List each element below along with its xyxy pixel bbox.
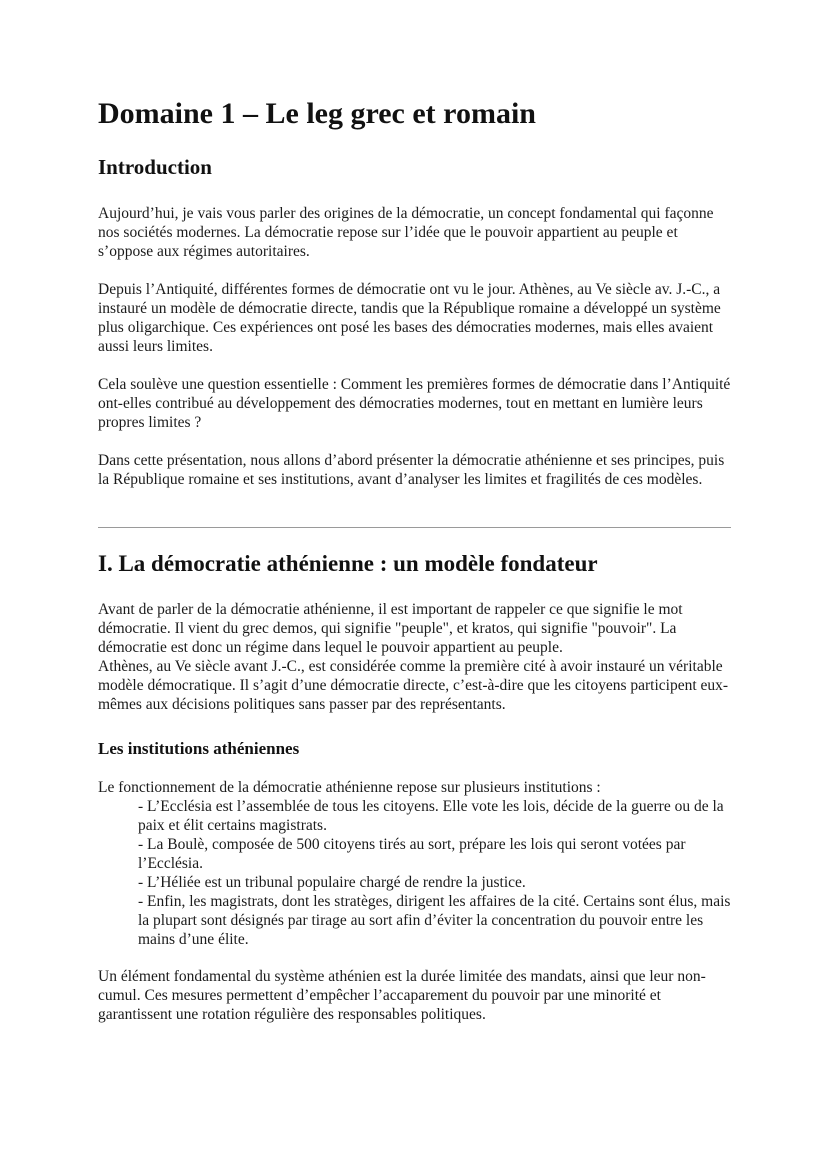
list-item-magistrats: - Enfin, les magistrats, dont les stratèges, dirigent les affaires de la cité. Certains sont élus, mais la plupart sont désignés par tirage au sort afin d’éviter la concentration du pouvoir entre les mains d’une élite.	[138, 893, 731, 948]
list-item-heliee: - L’Héliée est un tribunal populaire chargé de rendre la justice.	[138, 874, 526, 891]
intro-paragraph-3: Cela soulève une question essentielle : Comment les premières formes de démocratie dans l’Antiquité ont-elles contribué au développement des démocraties modernes, tout en mettant en lumière leurs propres limites ?	[98, 376, 731, 431]
list-item-ecclesia: - L’Ecclésia est l’assemblée de tous les citoyens. Elle vote les lois, décide de la guerre ou de la paix et élit certains magistrats.	[138, 798, 724, 834]
intro-heading: Introduction	[98, 155, 212, 179]
part1-heading: I. La démocratie athénienne : un modèle fondateur	[98, 551, 598, 576]
intro-paragraph-1: Aujourd’hui, je vais vous parler des origines de la démocratie, un concept fondamental qui façonne nos sociétés modernes. La démocratie repose sur l’idée que le pouvoir appartient au peuple et s’oppose aux régimes autoritaires.	[98, 205, 714, 260]
section-divider	[98, 527, 731, 528]
institutions-lead: Le fonctionnement de la démocratie athénienne repose sur plusieurs institutions :	[98, 779, 601, 796]
part1-paragraph-1: Avant de parler de la démocratie athénienne, il est important de rappeler ce que signifie le mot démocratie. Il vient du grec demos, qui signifie "peuple", et kratos, qui signifie "pouvoir". La démocratie est donc un régime dans lequel le pouvoir appartient au peuple.	[98, 601, 683, 656]
institutions-closing: Un élément fondamental du système athénien est la durée limitée des mandats, ainsi que leur non-cumul. Ces mesures permettent d’empêcher l’accaparement du pouvoir par une minorité et garantissent une rotation régulière des responsables politiques.	[98, 968, 706, 1023]
part1-paragraph-2: Athènes, au Ve siècle avant J.-C., est considérée comme la première cité à avoir instauré un véritable modèle démocratique. Il s’agit d’une démocratie directe, c’est-à-dire que les citoyens participent eux-mêmes aux décisions politiques sans passer par des représentants.	[98, 658, 729, 713]
list-item-boule: - La Boulè, composée de 500 citoyens tirés au sort, prépare les lois qui seront votées par l’Ecclésia.	[138, 836, 686, 872]
institutions-heading: Les institutions athéniennes	[98, 739, 300, 758]
document-title: Domaine 1 – Le leg grec et romain	[98, 97, 536, 130]
institutions-list	[98, 797, 731, 949]
intro-paragraph-4: Dans cette présentation, nous allons d’abord présenter la démocratie athénienne et ses principes, puis la République romaine et ses institutions, avant d’analyser les limites et fragilités de ces modèles.	[98, 452, 725, 488]
intro-paragraph-2: Depuis l’Antiquité, différentes formes de démocratie ont vu le jour. Athènes, au Ve siècle av. J.-C., a instauré un modèle de démocratie directe, tandis que la République romaine a développé un système plus oligarchique. Ces expériences ont posé les bases des démocraties modernes, mais elles avaient aussi leurs limites.	[98, 281, 721, 355]
